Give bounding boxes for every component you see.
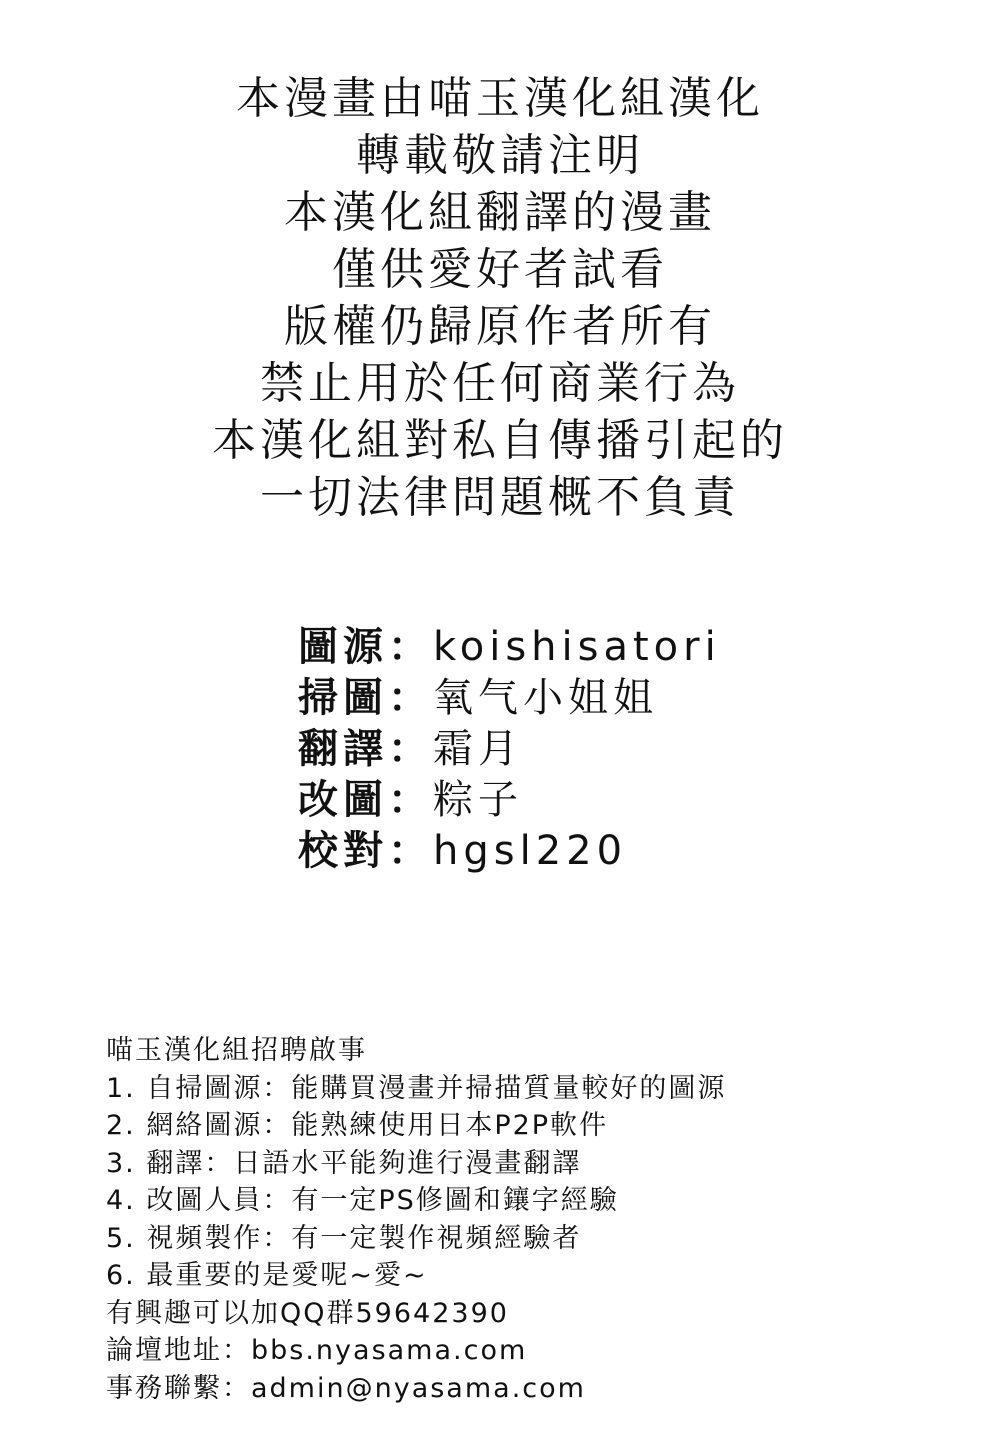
- credit-value: hgsl220: [433, 828, 628, 874]
- credit-label: 翻譯: [298, 726, 388, 772]
- recruit-item: 4. 改圖人員：有一定PS修圖和鑲字經驗: [106, 1185, 619, 1216]
- recruit-title: 喵玉漢化組招聘啟事: [106, 1035, 367, 1066]
- recruit-item: 2. 網絡圖源：能熟練使用日本P2P軟件: [106, 1110, 609, 1141]
- credit-separator: ：: [388, 624, 433, 670]
- credit-value: 霜月: [433, 726, 523, 772]
- forum-address-line: 論壇地址：bbs.nyasama.com: [106, 1335, 528, 1366]
- notice-line: 僅供愛好者試看: [332, 244, 668, 295]
- recruit-item: 5. 視頻製作：有一定製作視頻經驗者: [106, 1222, 582, 1254]
- credit-label: 圖源: [298, 624, 388, 670]
- credit-label: 掃圖: [298, 675, 388, 721]
- credit-value: 氧气小姐姐: [433, 675, 658, 721]
- notice-line: 本漢化組對私自傳播引起的: [212, 415, 788, 466]
- copyright-notice: [0, 70, 1000, 526]
- staff-credits: [298, 622, 818, 877]
- credit-label: 改圖: [298, 777, 388, 823]
- contact-email-line: 事務聯繫：admin@nyasama.com: [106, 1372, 586, 1404]
- credit-separator: ：: [388, 777, 433, 823]
- credit-row-editing: [298, 775, 818, 826]
- credit-row-translation: [298, 724, 818, 775]
- credit-separator: ：: [388, 726, 433, 772]
- recruit-item: 1. 自掃圖源：能購買漫畫并掃描質量較好的圖源: [106, 1072, 727, 1104]
- credit-value: 粽子: [433, 777, 523, 823]
- credit-row-scan: [298, 673, 818, 724]
- notice-line: 版權仍歸原作者所有: [284, 301, 716, 352]
- credit-separator: ：: [388, 828, 433, 874]
- credit-value: koishisatori: [433, 624, 721, 670]
- credit-row-proofreading: [298, 826, 818, 877]
- notice-line: 禁止用於任何商業行為: [260, 358, 740, 409]
- recruitment-notice: [106, 1032, 966, 1407]
- recruit-item: 6. 最重要的是愛呢~愛~: [106, 1260, 428, 1291]
- credit-row-source: [298, 622, 818, 673]
- notice-line: 轉載敬請注明: [356, 130, 644, 181]
- credit-separator: ：: [388, 675, 433, 721]
- notice-line: 本漢化組翻譯的漫畫: [284, 187, 716, 238]
- notice-line: 本漫畫由喵玉漢化組漢化: [236, 73, 764, 124]
- recruit-item: 3. 翻譯：日語水平能夠進行漫畫翻譯: [106, 1147, 582, 1179]
- qq-group-line: 有興趣可以加QQ群59642390: [106, 1297, 509, 1329]
- credit-label: 校對: [298, 828, 388, 874]
- notice-line: 一切法律問題概不負責: [260, 472, 740, 523]
